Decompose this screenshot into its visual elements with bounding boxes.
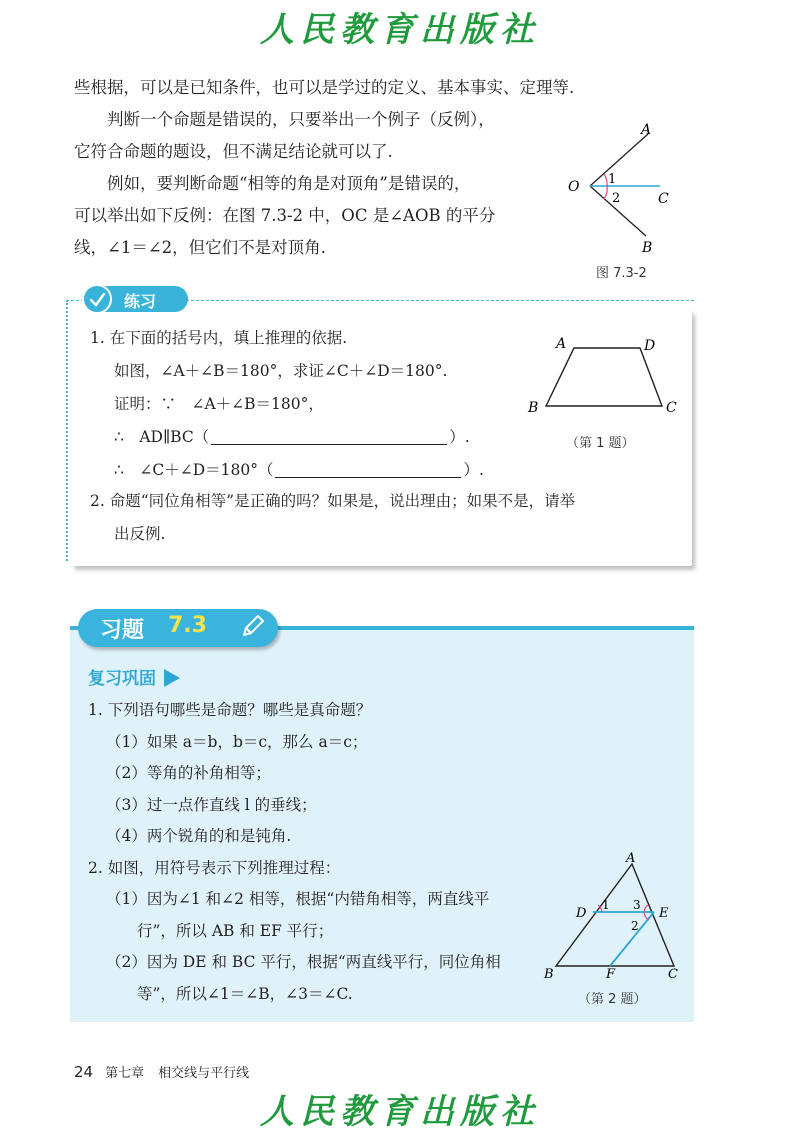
- label-angle-3: 3: [633, 898, 641, 912]
- label-b: B: [544, 967, 554, 982]
- label-b: B: [528, 400, 539, 416]
- exercise-q1-line: 证明：∵ ∠A＋∠B＝180°，: [114, 395, 324, 413]
- label-c: C: [658, 191, 669, 207]
- exercise-q1-text: ）.: [449, 428, 470, 446]
- exercise-q1-line: [114, 421, 470, 454]
- intro-line: 线，∠1＝∠2，但它们不是对顶角.: [74, 238, 326, 257]
- problem-1-stem: 1. 下列语句哪些是命题？哪些是真命题？: [88, 701, 372, 719]
- label-angle-2: 2: [612, 191, 621, 206]
- problem-1-item: （3）过一点作直线 l 的垂线；: [106, 796, 317, 814]
- label-angle-2: 2: [631, 919, 639, 933]
- label-c: C: [668, 967, 678, 982]
- label-d: D: [644, 338, 656, 354]
- review-label: 复习巩固: [88, 669, 156, 689]
- angle-3-arc: [644, 905, 648, 912]
- figure-7-3-2: [560, 120, 700, 260]
- label-o: O: [568, 179, 580, 195]
- page-footer: [74, 1062, 249, 1081]
- exercise-tab: [88, 286, 188, 312]
- problems-title: 习题: [100, 618, 145, 643]
- problem-2-stem: 2. 如图，用符号表示下列推理过程：: [88, 859, 341, 877]
- exercise-q1-text: ∴ AD∥BC（: [114, 428, 210, 446]
- label-b: B: [642, 240, 653, 256]
- label-f: F: [606, 967, 616, 982]
- figure-caption: 图 7.3-2: [596, 266, 647, 281]
- answer-blank[interactable]: [275, 459, 461, 478]
- intro-paragraph: [74, 72, 574, 264]
- answer-blank[interactable]: [211, 426, 447, 445]
- exercise-tab-label: 练习: [124, 292, 157, 311]
- exercise-q2-line: 2. 命题“同位角相等”是正确的吗？如果是，说出理由；如果不是，请举: [90, 492, 576, 510]
- review-section-heading: [88, 664, 180, 689]
- exercise-q1-line: 1. 在下面的括号内，填上推理的依据.: [90, 329, 348, 347]
- exercise-q2-line: 出反例.: [114, 525, 166, 543]
- problem-2-line: （1）因为∠1 和∠2 相等，根据“内错角相等，两直线平: [106, 890, 490, 908]
- problem-1-item: （4）两个锐角的和是钝角.: [106, 827, 292, 845]
- figure-caption: （第 1 题）: [566, 436, 635, 451]
- ray-oa: [590, 134, 648, 186]
- label-angle-1: 1: [608, 172, 617, 187]
- figure-caption: （第 2 题）: [578, 992, 647, 1007]
- triangle-arrow-icon: [164, 669, 180, 687]
- intro-line: 可以举出如下反例：在图 7.3-2 中，OC 是∠AOB 的平分: [74, 206, 496, 225]
- intro-line: 例如，要判断命题“相等的角是对顶角”是错误的，: [74, 174, 471, 193]
- label-c: C: [666, 400, 677, 416]
- intro-line: 它符合命题的题设，但不满足结论就可以了.: [74, 142, 393, 161]
- exercise-q1-line: 如图，∠A＋∠B＝180°，求证∠C＋∠D＝180°.: [114, 362, 448, 380]
- chapter-title: 相交线与平行线: [158, 1066, 250, 1081]
- page-number: 24: [74, 1063, 94, 1081]
- label-a: A: [556, 336, 567, 352]
- angle-2-arc: [644, 912, 649, 920]
- exercise-q1-text: ∴ ∠C＋∠D＝180°（: [114, 461, 274, 479]
- publisher-footer: 人民教育出版社: [260, 1092, 540, 1132]
- problem-2-line: 行”，所以 AB 和 EF 平行；: [106, 922, 334, 940]
- pencil-icon: [238, 613, 268, 647]
- problem-2-line: （2）因为 DE 和 BC 平行，根据“两直线平行，同位角相: [106, 953, 501, 971]
- problems-number: 7.3: [168, 613, 207, 638]
- intro-line: 些根据，可以是已知条件，也可以是学过的定义、基本事实、定理等.: [74, 78, 575, 97]
- problem-1-item: （1）如果 a＝b，b＝c，那么 a＝c；: [106, 733, 368, 751]
- trapezoid-abcd: [546, 348, 662, 406]
- publisher-header: 人民教育出版社: [260, 10, 540, 50]
- triangle-abc: [556, 864, 674, 966]
- exercise-badge-icon: [82, 284, 112, 314]
- problem-1-item: （2）等角的补角相等；: [106, 764, 271, 782]
- exercise-q1-line: [114, 454, 484, 487]
- chapter-label: 第七章: [105, 1066, 145, 1081]
- intro-line: 判断一个命题是错误的，只要举出一个例子（反例），: [74, 110, 495, 129]
- problems-heading: [78, 609, 278, 647]
- exercise-figure-1: [524, 332, 694, 422]
- angle-2-arc: [604, 186, 607, 199]
- label-a: A: [641, 122, 652, 138]
- label-a: A: [626, 851, 636, 866]
- problem-2-line: 等”，所以∠1＝∠B，∠3＝∠C.: [106, 985, 353, 1003]
- problem-figure-2: [538, 850, 688, 985]
- angle-1-arc: [604, 174, 607, 186]
- exercise-q1-text: ）.: [463, 461, 484, 479]
- label-d: D: [576, 906, 587, 921]
- label-angle-1: 1: [602, 898, 610, 912]
- label-e: E: [659, 906, 669, 921]
